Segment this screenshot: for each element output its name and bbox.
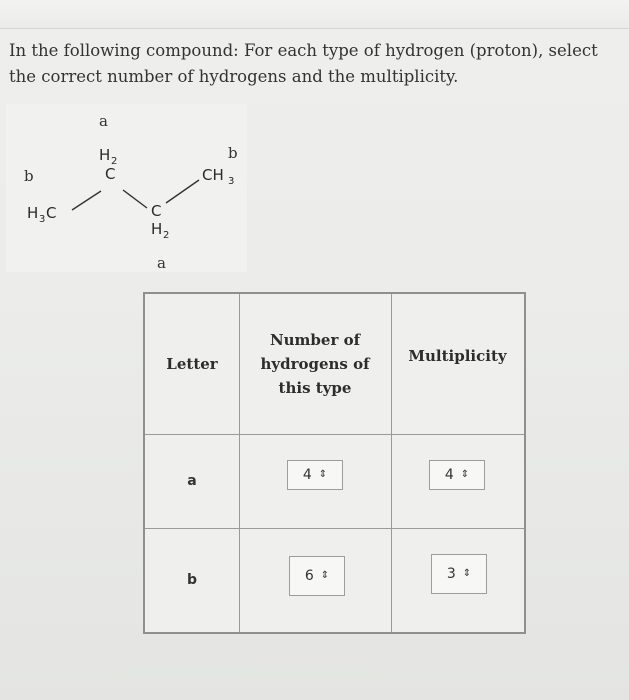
row-a-count-spinner[interactable] [287,460,343,490]
top-ch2-h: H [99,146,111,164]
header-count: Number of hydrogens of this type [260,331,370,397]
bottom-ch2-h: H [151,220,163,238]
row-b-multiplicity-spinner[interactable] [431,554,487,594]
bond-3 [166,180,199,203]
bond-1 [72,191,101,210]
spinner-arrows-icon[interactable]: ⇕ [462,568,472,579]
bond-2 [123,190,147,208]
right-methyl-sub: 3 [228,176,235,187]
top-bar [0,0,629,29]
spinner-arrows-icon[interactable]: ⇕ [320,570,330,581]
structure-drawing [6,104,247,272]
header-multiplicity: Multiplicity [408,347,507,365]
left-methyl-c: C [46,204,57,222]
row-a-multiplicity-spinner[interactable] [429,460,485,490]
bottom-ch2-sub: 2 [163,230,170,241]
top-ch2-sub: 2 [111,156,118,167]
left-methyl-h: H [27,204,39,222]
spinner-arrows-icon[interactable]: ⇕ [318,469,328,480]
row-b-count-value: 6 [304,568,314,584]
row-b-count-spinner[interactable] [289,556,345,596]
molecule-structure [6,104,247,272]
bottom-ch2-c: C [151,202,162,220]
label-right-b: b [228,144,238,162]
top-ch2-c: C [105,165,116,183]
right-methyl-ch: CH [202,166,224,184]
row-b-letter: b [186,572,198,588]
row-a-letter: a [187,473,197,489]
row-a-count-value: 4 [302,467,312,483]
left-methyl-sub: 3 [39,214,46,225]
label-top-a: a [99,112,108,130]
label-left-b: b [24,167,34,185]
answer-table [143,292,526,634]
spinner-arrows-icon[interactable]: ⇕ [460,469,470,480]
header-letter: Letter [166,355,218,373]
question-text: In the following compound: For each type of hydrogen (proton), select the correct number of hydrogens and the multiplicity. [9,41,598,86]
row-a-multiplicity-value: 4 [444,467,454,483]
row-b-multiplicity-value: 3 [446,566,456,582]
label-bottom-a: a [157,254,166,272]
